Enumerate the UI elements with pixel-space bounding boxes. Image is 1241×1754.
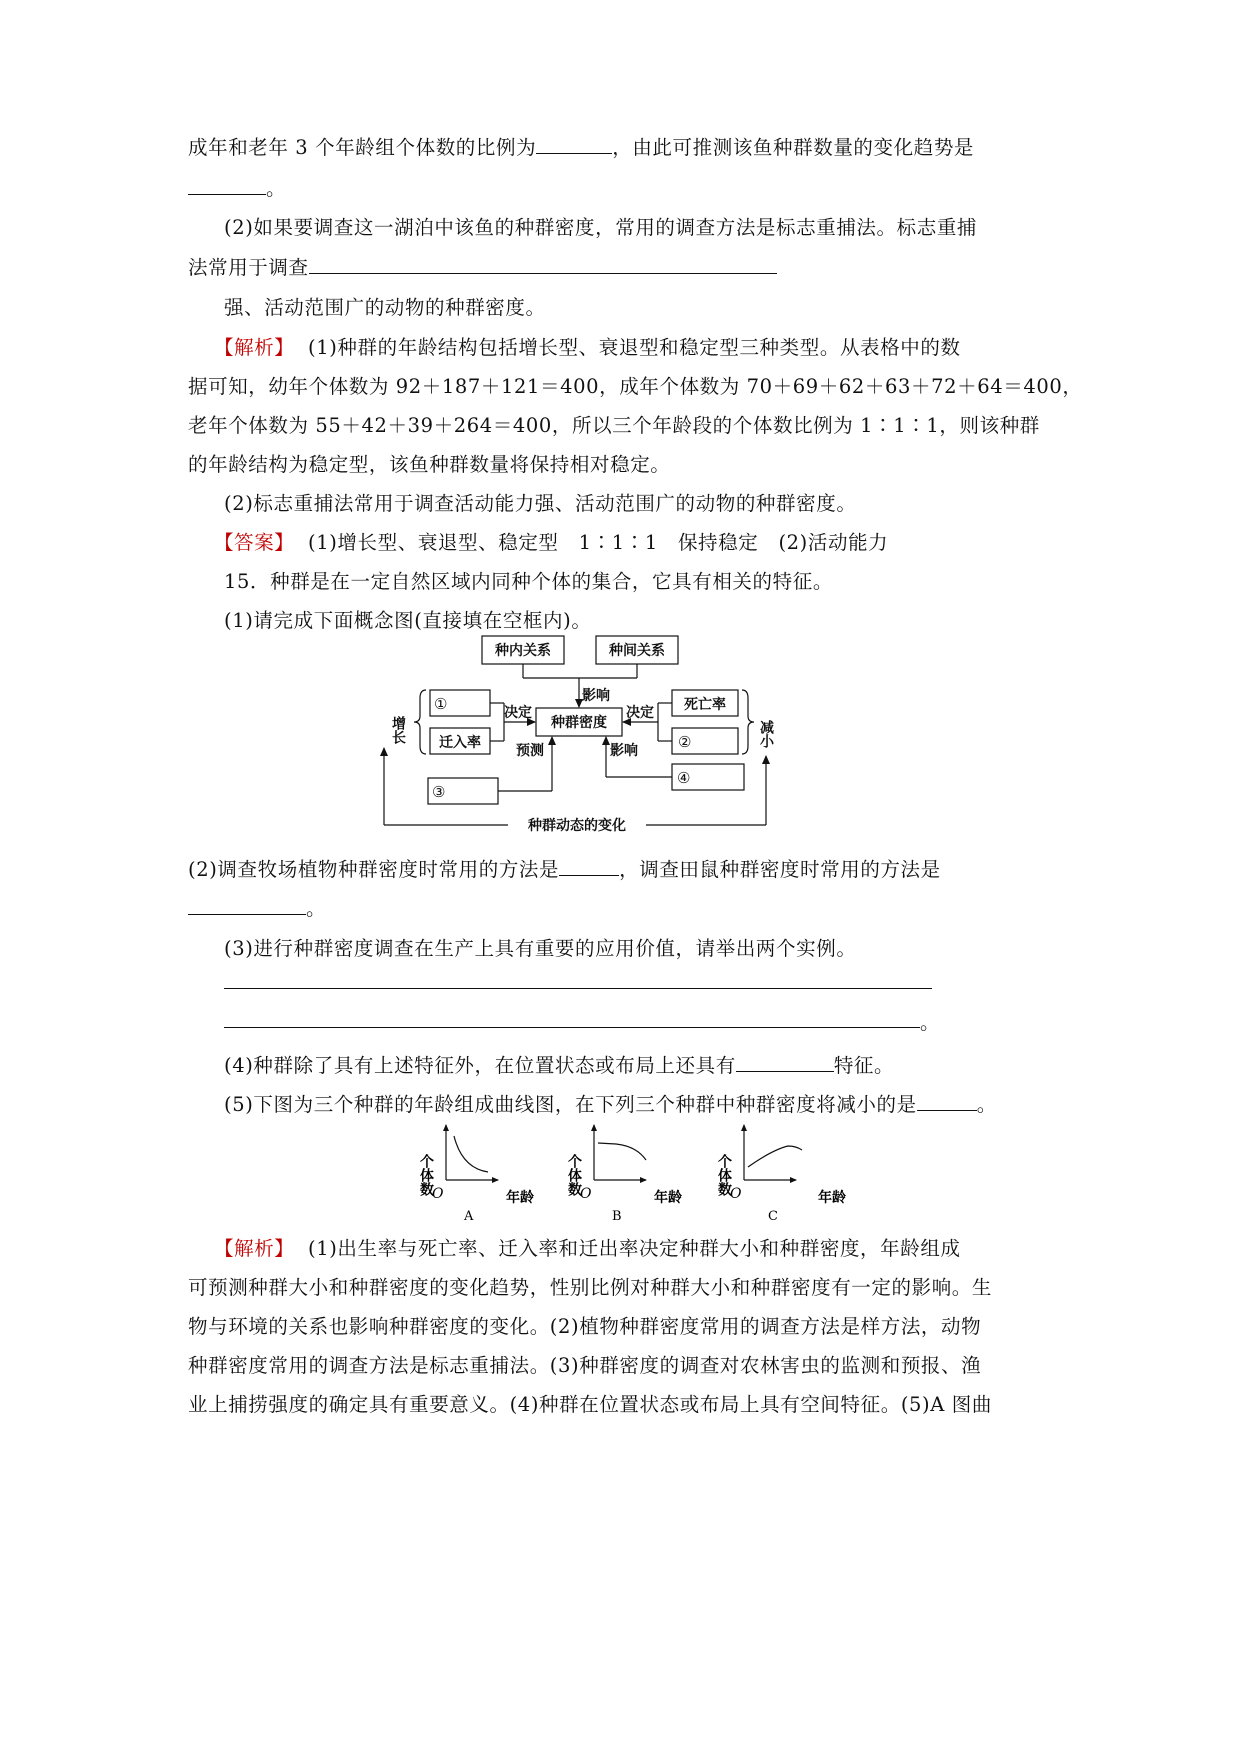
text-line-7: 据可知，幼年个体数为 92＋187＋121＝400，成年个体数为 70＋69＋62＋63＋72＋64＝400， <box>188 375 1083 398</box>
text-line-20 <box>214 1236 961 1262</box>
xlabel-b: 年龄 <box>654 1190 682 1206</box>
text-line-8: 老年个体数为 55＋42＋39＋264＝400，所以三个年龄段的个体数比例为 1∶1∶1，则该种群 <box>188 414 1040 437</box>
text-segment: (1)种群的年龄结构包括增长型、衰退型和稳定型三种类型。从表格中的数 <box>308 336 961 359</box>
label-density: 种群密度 <box>551 715 607 731</box>
text-segment: (1)出生率与死亡率、迁入率和迁出率决定种群大小和种群密度，年龄组成 <box>308 1237 961 1260</box>
concept-map <box>390 628 880 928</box>
text-line-11 <box>214 530 888 556</box>
label-increase: 增长 <box>390 716 406 744</box>
curve-b <box>598 1143 646 1160</box>
text-line-21: 可预测种群大小和种群密度的变化趋势，性别比例对种群大小和种群密度有一定的影响。生 <box>188 1276 993 1299</box>
text-segment: (5)下图为三个种群的年龄组成曲线图，在下列三个种群中种群密度将减小的是 <box>224 1093 917 1116</box>
text-segment: 。 <box>976 1093 997 1116</box>
text-line-22: 物与环境的关系也影响种群密度的变化。(2)植物种群密度常用的调查方法是样方法，动物 <box>188 1315 982 1338</box>
text-line-6 <box>214 335 961 361</box>
text-line-24: 业上捕捞强度的确定具有重要意义。(4)种群在位置状态或布局上具有空间特征。(5)A 图曲 <box>188 1393 992 1416</box>
text-segment: 。 <box>266 177 287 200</box>
ylabel-c: 个体数 <box>716 1154 732 1196</box>
text-segment: ，由此可推测该鱼种群数量的变化趋势是 <box>612 136 975 159</box>
answer-line[interactable] <box>224 988 932 989</box>
text-line-9: 的年龄结构为稳定型，该鱼种群数量将保持相对稳定。 <box>188 453 671 476</box>
label-box2: ② <box>678 733 692 751</box>
curve-c <box>748 1146 802 1167</box>
label-box1: ① <box>434 695 448 713</box>
ylabel-b: 个体数 <box>566 1154 582 1196</box>
label-intra: 种内关系 <box>495 643 551 659</box>
text-line-1 <box>188 135 974 161</box>
text-line-14 <box>188 857 941 883</box>
curve-a <box>454 1136 488 1172</box>
origin-b: O <box>580 1186 592 1202</box>
graph-label-c: C <box>768 1209 778 1224</box>
answer-blank[interactable] <box>536 135 612 154</box>
label-influence-bottom: 影响 <box>610 743 638 759</box>
xlabel-c: 年龄 <box>818 1190 846 1206</box>
text-segment: 。 <box>306 897 327 920</box>
text-line-15 <box>188 896 326 922</box>
xlabel-a: 年龄 <box>506 1190 534 1206</box>
analysis-tag: 【解析】 <box>214 336 295 359</box>
label-box3: ③ <box>432 783 446 801</box>
answer-blank[interactable] <box>736 1053 834 1072</box>
text-line-23: 种群密度常用的调查方法是标志重捕法。(3)种群密度的调查对农林害虫的监测和预报、渔 <box>188 1354 982 1377</box>
text-segment: 法常用于调查 <box>188 256 309 279</box>
text-segment: 特征。 <box>833 1054 895 1077</box>
text-line-3: (2)如果要调查这一湖泊中该鱼的种群密度，常用的调查方法是标志重捕法。标志重捕 <box>224 216 978 239</box>
text-line-2 <box>188 176 286 202</box>
answer-line[interactable] <box>224 1027 920 1028</box>
answer-blank[interactable] <box>309 255 777 274</box>
text-line-19 <box>224 1092 997 1118</box>
label-dynamics: 种群动态的变化 <box>528 818 626 834</box>
analysis-tag: 【解析】 <box>214 1237 295 1260</box>
graph-a <box>418 1125 534 1224</box>
age-graphs <box>410 1120 870 1230</box>
label-immigration: 迁入率 <box>439 735 481 751</box>
origin-a: O <box>432 1186 444 1202</box>
text-line-10: (2)标志重捕法常用于调查活动能力强、活动范围广的动物的种群密度。 <box>224 492 857 515</box>
label-predict: 预测 <box>516 743 544 759</box>
text-line-5: 强、活动范围广的动物的种群密度。 <box>224 296 546 319</box>
graph-label-a: A <box>464 1209 474 1224</box>
text-line-17: 。 <box>920 1011 941 1034</box>
label-decrease: 减小 <box>758 720 774 748</box>
text-line-13: (1)请完成下面概念图(直接填在空框内)。 <box>224 609 592 632</box>
text-segment: (1)增长型、衰退型、稳定型 1∶1∶1 保持稳定 (2)活动能力 <box>308 531 889 554</box>
label-death: 死亡率 <box>684 697 726 713</box>
label-decide-right: 决定 <box>626 705 654 721</box>
text-segment: ，调查田鼠种群密度时常用的方法是 <box>619 858 941 881</box>
text-segment: (4)种群除了具有上述特征外，在位置状态或布局上还具有 <box>224 1054 736 1077</box>
text-segment: (2)调查牧场植物种群密度时常用的方法是 <box>188 858 560 881</box>
graph-b <box>566 1125 682 1224</box>
graph-label-b: B <box>612 1209 622 1224</box>
text-line-18 <box>224 1053 894 1079</box>
text-line-12: 15．种群是在一定自然区域内同种个体的集合，它具有相关的特征。 <box>224 570 833 593</box>
label-decide-left: 决定 <box>504 705 532 721</box>
origin-c: O <box>730 1186 742 1202</box>
text-line-4 <box>188 255 777 281</box>
answer-blank[interactable] <box>559 857 619 876</box>
answer-blank[interactable] <box>917 1092 977 1111</box>
label-box4: ④ <box>677 769 691 787</box>
answer-blank[interactable] <box>188 176 266 195</box>
text-segment: 成年和老年 3 个年龄组个体数的比例为 <box>188 136 537 159</box>
answer-tag: 【答案】 <box>214 531 295 554</box>
ylabel-a: 个体数 <box>418 1154 434 1196</box>
text-line-16: (3)进行种群密度调查在生产上具有重要的应用价值，请举出两个实例。 <box>224 937 857 960</box>
label-influence-top: 影响 <box>582 688 610 704</box>
answer-blank[interactable] <box>188 896 306 915</box>
label-inter: 种间关系 <box>609 643 665 659</box>
graph-c <box>716 1125 846 1224</box>
